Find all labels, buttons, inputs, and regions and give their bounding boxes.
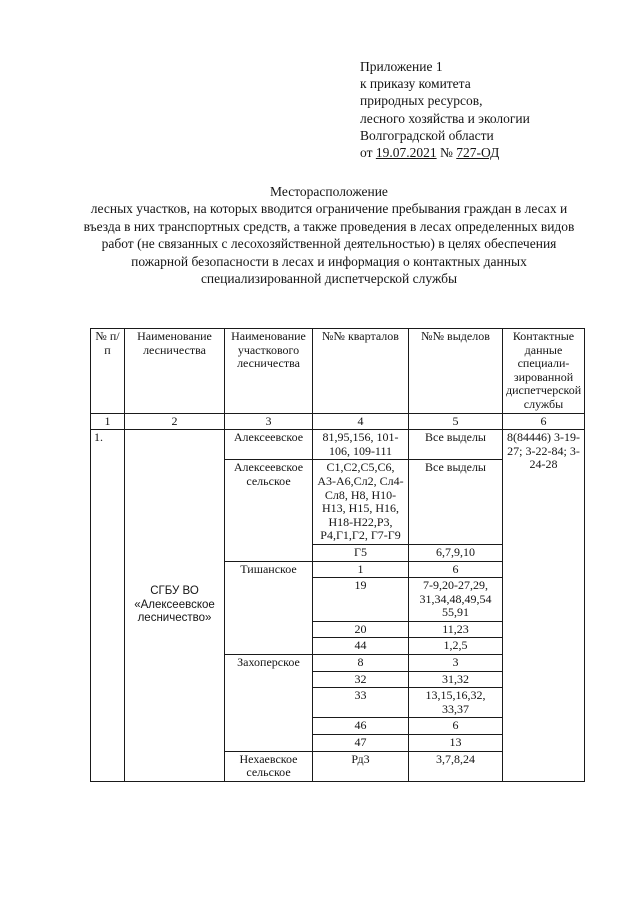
plots-cell: 13	[409, 735, 503, 752]
plots-cell: 3,7,8,24	[409, 751, 503, 781]
header-forestry: Наименование лесничества	[125, 329, 225, 414]
quarters-cell: 33	[313, 688, 409, 718]
plots-cell: Все выделы	[409, 430, 503, 460]
plots-cell: 1,2,5	[409, 638, 503, 655]
district-tishanskoe: Тишанское	[225, 561, 313, 655]
district-nekhaevskoe: Нехаевское сельское	[225, 751, 313, 781]
col-index: 2	[125, 413, 225, 430]
appendix-line: природных ресурсов,	[360, 93, 483, 109]
plots-cell: 13,15,16,32, 33,37	[409, 688, 503, 718]
appendix-line: к приказу комитета	[360, 76, 471, 92]
quarters-cell: 44	[313, 638, 409, 655]
quarters-cell: 19	[313, 578, 409, 622]
forestry-name: СГБУ ВО «Алексеевское лесничество»	[125, 430, 225, 782]
header-num: № п/п	[91, 329, 125, 414]
number-prefix: №	[439, 145, 453, 161]
col-index: 6	[503, 413, 585, 430]
header-plots: №№ выделов	[409, 329, 503, 414]
contacts-cell: 8(84446) 3-19-27; 3-22-84; 3-24-28	[503, 430, 585, 782]
forest-plots-table	[90, 328, 585, 782]
table-row	[91, 430, 585, 460]
quarters-cell: 81,95,156, 101-106, 109-111	[313, 430, 409, 460]
order-date: 19.07.2021	[375, 145, 437, 161]
column-index-row	[91, 413, 585, 430]
plots-cell: 11,23	[409, 621, 503, 638]
quarters-cell: 1	[313, 561, 409, 578]
col-index: 5	[409, 413, 503, 430]
title-heading: Месторасположение	[270, 184, 388, 199]
appendix-line: Волгоградской области	[360, 127, 494, 143]
plots-cell: 6	[409, 718, 503, 735]
col-index: 3	[225, 413, 313, 430]
header-contacts: Контактные данные специали-зированной диспетчерской службы	[503, 329, 585, 414]
district-alekseevskoe: Алексеевское	[225, 430, 313, 460]
quarters-cell: 46	[313, 718, 409, 735]
order-number: 727-ОД	[456, 145, 500, 161]
table-header-row	[91, 329, 585, 414]
quarters-cell: 47	[313, 735, 409, 752]
order-date-line	[360, 144, 530, 161]
district-zakhoperskoe: Захоперское	[225, 655, 313, 752]
plots-cell: 6	[409, 561, 503, 578]
quarters-cell: С1,С2,С5,С6, А3-А6,Сл2, Сл4-Сл8, Н8, Н10-Н13, Н15, Н16, Н18-Н22,Р3, Р4,Г1,Г2, Г7-Г9	[313, 460, 409, 545]
appendix-line: лесного хозяйства и экологии	[360, 110, 530, 126]
quarters-cell: Рд3	[313, 751, 409, 781]
plots-cell: 31,32	[409, 671, 503, 688]
plots-cell: 7-9,20-27,29, 31,34,48,49,54 55,91	[409, 578, 503, 622]
title-body: лесных участков, на которых вводится ограничение пребывания граждан в лесах и въезда в них транспортных средств, а также проведения в лесах определенных видов работ (не связанных с лесохозяйственной деятельностью) в целях обеспечения пожарной безопасности в лесах и информация о контактных данных специализированной диспетчерской службы	[83, 201, 575, 287]
quarters-cell: 8	[313, 655, 409, 672]
plots-cell: 6,7,9,10	[409, 544, 503, 561]
plots-cell: 3	[409, 655, 503, 672]
col-index: 1	[91, 413, 125, 430]
document-title	[78, 183, 580, 287]
row-number: 1.	[91, 430, 125, 782]
quarters-cell: 32	[313, 671, 409, 688]
quarters-cell: Г5	[313, 544, 409, 561]
header-quarters: №№ кварталов	[313, 329, 409, 414]
quarters-cell: 20	[313, 621, 409, 638]
plots-cell: Все выделы	[409, 460, 503, 545]
appendix-block	[360, 58, 530, 161]
date-prefix: от	[360, 145, 373, 161]
appendix-line: Приложение 1	[360, 59, 443, 74]
district-alekseevskoe-rural: Алексеевское сельское	[225, 460, 313, 561]
col-index: 4	[313, 413, 409, 430]
header-district: Наименование участкового лесничества	[225, 329, 313, 414]
